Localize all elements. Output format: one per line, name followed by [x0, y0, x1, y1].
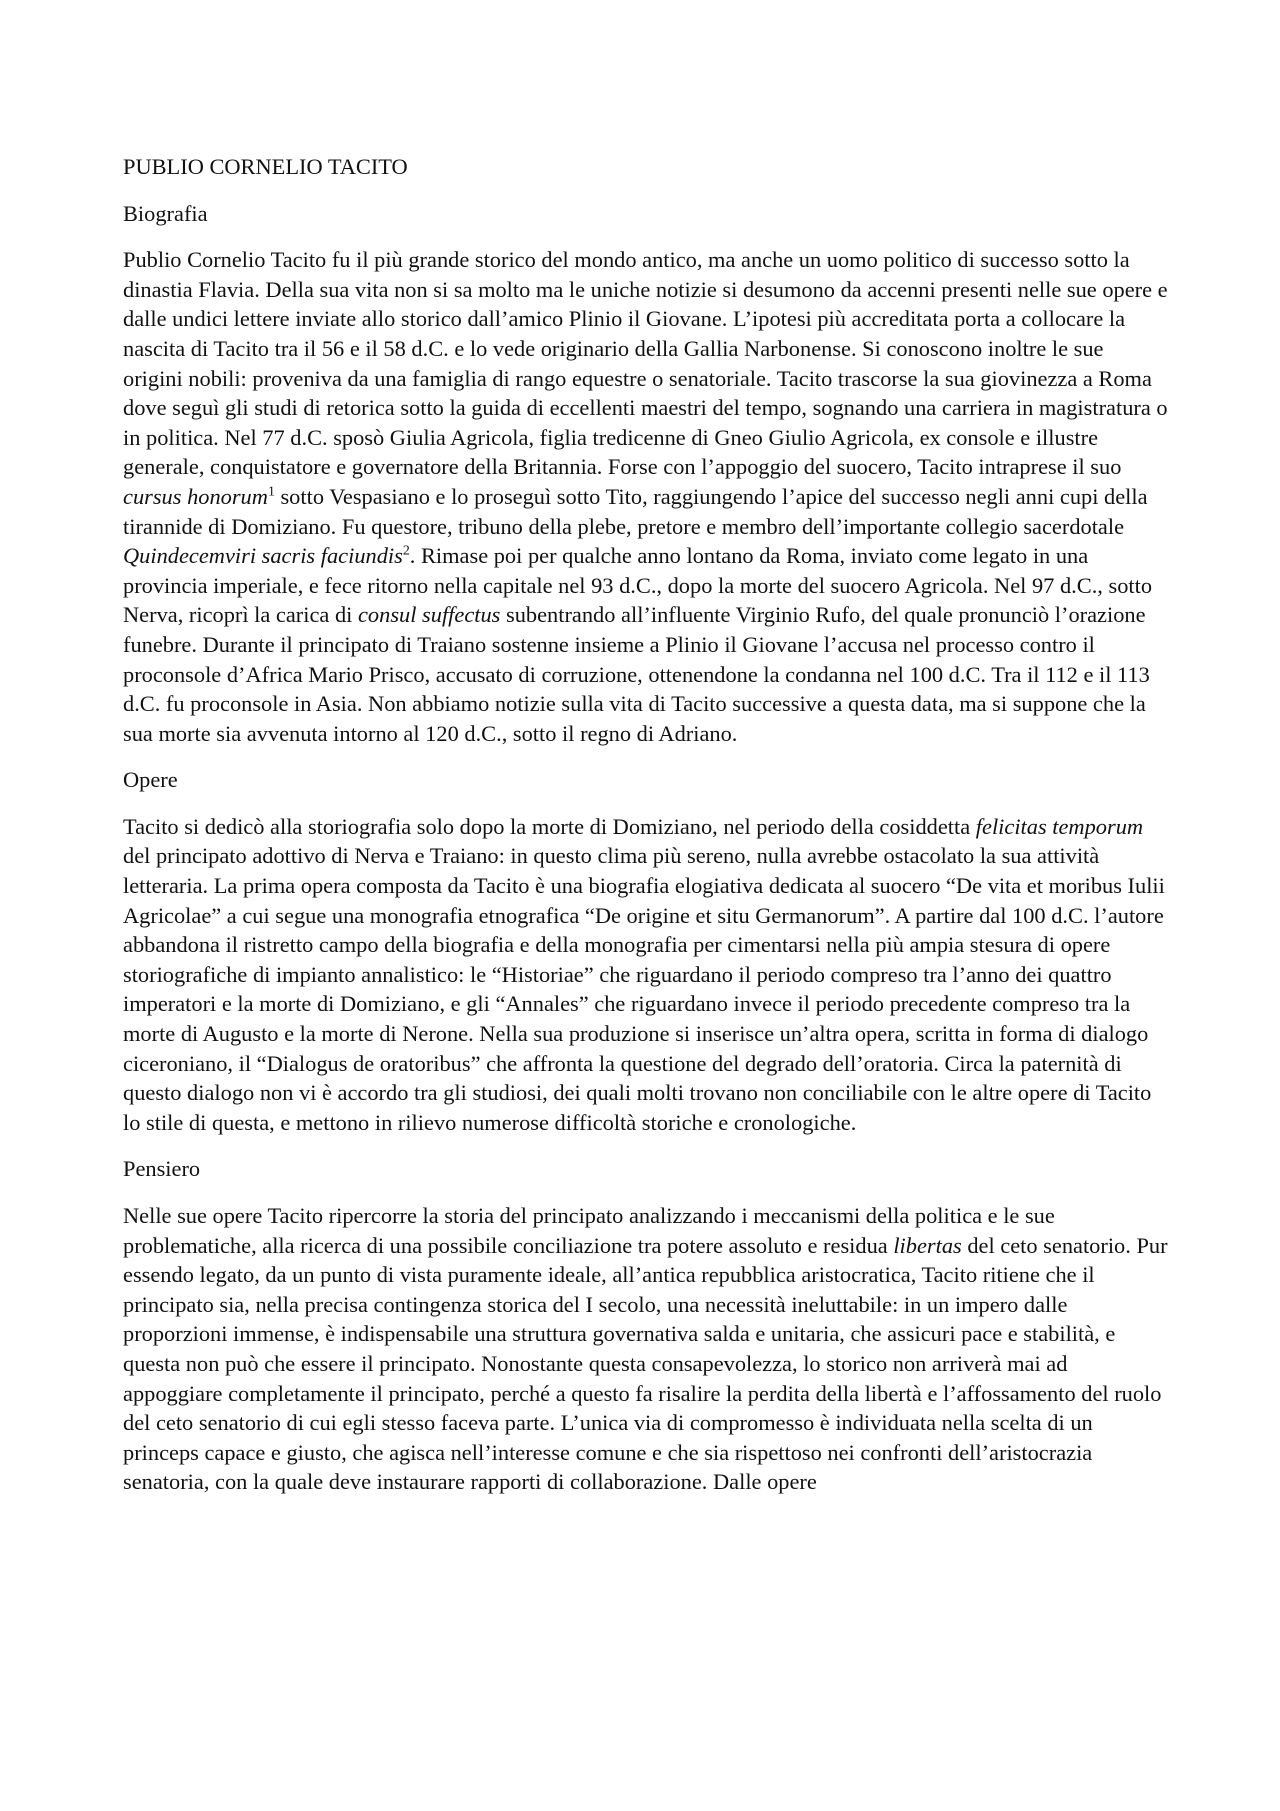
section-paragraph-biografia: [123, 245, 1168, 748]
text-run: del ceto senatorio. Pur essendo legato, da un punto di vista puramente ideale, all’antica repubblica aristocratica, Tacito ritiene che il principato sia, nella precisa contingenza storica del I secolo, una necessità ineluttabile: in un impero dalle proporzioni immense, è indispensabile una struttura governativa salda e unitaria, che assicuri pace e stabilità, e questa non può che essere il principato. Nonostante questa consapevolezza, lo storico non arriverà mai ad appoggiare completamente il principato, perché a questo fa risalire la perdita della libertà e l’affossamento del ruolo del ceto senatorio di cui egli stesso faceva parte. L’unica via di compromesso è individuata nella scelta di un princeps capace e giusto, che agisca nell’interesse comune e che sia rispettoso nei confronti dell’aristocrazia senatoria, con la quale deve instaurare rapporti di collaborazione. Dalle opere: [123, 1232, 1168, 1495]
italic-term: libertas: [893, 1232, 962, 1258]
section-heading-biografia: Biografia: [123, 200, 208, 226]
text-run: del principato adottivo di Nerva e Traiano: in questo clima più sereno, nulla avrebbe ostacolato la sua attività letteraria. La prima opera composta da Tacito è una biografia elogiativa dedicata al suocero “De vita et moribus Iulii Agricolae” a cui segue una monografia etnografica “De origine et situ Germanorum”. A partire dal 100 d.C. l’autore abbandona il ristretto campo della biografia e della monografia per cimentarsi nella più ampia stesura di opere storiografiche di impianto annalistico: le “Historiae” che riguardano il periodo compreso tra l’anno dei quattro imperatori e la morte di Domiziano, e gli “Annales” che riguardano invece il periodo precedente compreso tra la morte di Augusto e la morte di Nerone. Nella sua produzione si inserisce un’altra opera, scritta in forma di dialogo ciceroniano, il “Dialogus de oratoribus” che affronta la questione del degrado dell’oratoria. Circa la paternità di questo dialogo non vi è accordo tra gli studiosi, dei quali molti trovano non conciliabile con le altre opere di Tacito lo stile di questa, e mettono in rilievo numerose difficoltà storiche e cronologiche.: [123, 843, 1165, 1135]
text-run: subentrando all’influente Virginio Rufo, del quale pronunciò l’orazione funebre. Durante il principato di Traiano sostenne insieme a Plinio il Giovane l’accusa nel processo contro il proconsole d’Africa Mario Prisco, accusato di corruzione, ottenendone la condanna nel 100 d.C. Tra il 112 e il 113 d.C. fu proconsole in Asia. Non abbiamo notizie sulla vita di Tacito successive a questa data, ma si suppone che la sua morte sia avvenuta intorno al 120 d.C., sotto il regno di Adriano.: [123, 602, 1150, 746]
italic-term: felicitas temporum: [975, 813, 1144, 839]
section-heading-pensiero: Pensiero: [123, 1156, 201, 1182]
footnote-marker: 1: [267, 484, 275, 500]
section-paragraph-opere: [123, 812, 1168, 1138]
text-run: . Rimase poi per qualche anno lontano da Roma, inviato come legato in una provincia imperiale, e fece ritorno nella capitale nel 93 d.C., dopo la morte del suocero Agricola. Nel 97 d.C., sotto Nerva, ricoprì la carica di: [123, 543, 1153, 628]
section-paragraph-pensiero: [123, 1201, 1168, 1497]
text-run: Tacito si dedicò alla storiografia solo dopo la morte di Domiziano, nel periodo della cosiddetta: [123, 813, 976, 839]
italic-term: cursus honorum: [123, 483, 268, 509]
italic-term: consul suffectus: [357, 602, 501, 628]
document-page: [123, 152, 1168, 1514]
section-heading-opere: Opere: [123, 767, 178, 793]
text-run: Nelle sue opere Tacito ripercorre la storia del principato analizzando i meccanismi della politica e le sue problematiche, alla ricerca di una possibile conciliazione tra potere assoluto e residua: [123, 1203, 1055, 1258]
italic-term: Quindecemviri sacris faciundis: [123, 543, 403, 569]
document-title: PUBLIO CORNELIO TACITO: [123, 154, 408, 179]
footnote-marker: 2: [402, 543, 410, 559]
text-run: Publio Cornelio Tacito fu il più grande storico del mondo antico, ma anche un uomo politico di successo sotto la dinastia Flavia. Della sua vita non si sa molto ma le uniche notizie si desumono da accenni presenti nelle sue opere e dalle undici lettere inviate allo storico dall’amico Plinio il Giovane. L’ipotesi più accreditata porta a collocare la nascita di Tacito tra il 56 e il 58 d.C. e lo vede originario della Gallia Narbonense. Si conoscono inoltre le sue origini nobili: proveniva da una famiglia di rango equestre o senatoriale. Tacito trascorse la sua giovinezza a Roma dove seguì gli studi di retorica sotto la guida di eccellenti maestri del tempo, sognando una carriera in magistratura o in politica. Nel 77 d.C. sposò Giulia Agricola, figlia tredicenne di Gneo Giulio Agricola, ex console e illustre generale, conquistatore e governatore della Britannia. Forse con l’appoggio del suocero, Tacito intraprese il suo: [123, 247, 1168, 480]
text-run: sotto Vespasiano e lo proseguì sotto Tito, raggiungendo l’apice del successo negli anni cupi della tirannide di Domiziano. Fu questore, tribuno della plebe, pretore e membro dell’importante collegio sacerdotale: [123, 483, 1148, 539]
